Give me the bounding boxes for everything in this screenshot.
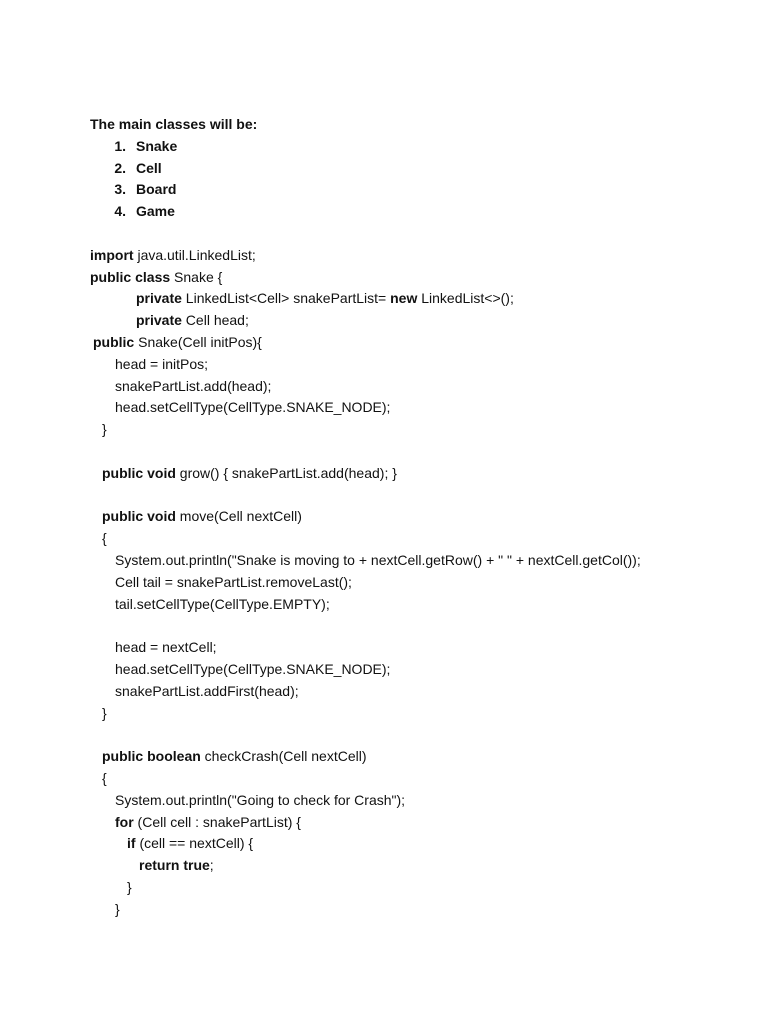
code-line: System.out.println("Going to check for Crash"); [115,791,406,808]
code-line [90,506,730,528]
code-line [90,812,730,834]
code-line [90,267,730,289]
blank-line [90,724,730,746]
code-line: } [102,704,107,721]
code-text: LinkedList<Cell> snakePartList= [181,290,391,307]
code-line: snakePartList.add(head); [115,377,272,394]
code-line [90,833,730,855]
code-text: grow() { snakePartList.add(head); } [175,464,397,481]
code-text: checkCrash(Cell nextCell) [200,748,367,765]
list-item [90,201,730,223]
code-line [90,288,730,310]
blank-line [90,441,730,463]
code-keyword: public void [102,508,176,525]
list-item-label: Board [136,181,177,198]
code-text: (cell == nextCell) { [135,835,254,852]
list-item [90,136,730,158]
code-line: head.setCellType(CellType.SNAKE_NODE); [115,660,391,677]
code-line: { [102,530,107,547]
code-keyword: for [115,813,134,830]
code-line: System.out.println("Snake is moving to + nextCell.getRow() + " " + nextCell.getCol()); [115,551,641,568]
code-line [90,310,730,332]
code-text: ; [209,857,214,874]
code-line [90,746,730,768]
list-item-label: Snake [136,137,178,154]
blank-line [90,223,730,245]
blank-line [90,485,730,507]
list-item [90,179,730,201]
blank-line [90,615,730,637]
code-keyword: return true [139,857,210,874]
code-line: head = initPos; [115,355,209,372]
list-item-number: 4 . [110,201,126,223]
code-keyword: new [390,290,418,307]
code-keyword: public [93,333,135,350]
code-line: } [102,421,107,438]
code-line: snakePartList.addFirst(head); [115,682,299,699]
list-item-number: 1 . [110,136,126,158]
code-line: head.setCellType(CellType.SNAKE_NODE); [115,399,391,416]
code-text: LinkedList<>(); [417,290,514,307]
code-block [90,245,730,921]
code-line: } [115,900,120,917]
code-line [90,855,730,877]
code-line: } [127,878,132,895]
classes-list [90,136,730,223]
code-text: java.util.LinkedList; [133,246,256,263]
code-text: Snake { [170,268,223,285]
list-item-number: 2 . [110,158,126,180]
code-line [90,463,730,485]
list-item-label: Cell [136,159,162,176]
code-text: Cell head; [181,312,249,329]
code-line: head = nextCell; [115,639,217,656]
document-body [90,114,730,920]
code-keyword: private [136,290,182,307]
code-line: { [102,769,107,786]
code-keyword: public boolean [102,748,201,765]
code-line [90,245,730,267]
code-keyword: public void [102,464,176,481]
list-item [90,158,730,180]
list-item-label: Game [136,203,175,220]
code-keyword: public class [90,268,171,285]
code-line: Cell tail = snakePartList.removeLast(); [115,573,352,590]
code-line: tail.setCellType(CellType.EMPTY); [115,595,330,612]
code-keyword: private [136,312,182,329]
code-keyword: import [90,246,134,263]
code-text: move(Cell nextCell) [175,508,302,525]
code-text: (Cell cell : snakePartList) { [133,813,301,830]
list-item-number: 3 . [110,179,126,201]
classes-heading: The main classes will be: [90,116,258,132]
code-text: Snake(Cell initPos){ [134,333,262,350]
code-line [90,332,730,354]
code-keyword: if [127,835,136,852]
